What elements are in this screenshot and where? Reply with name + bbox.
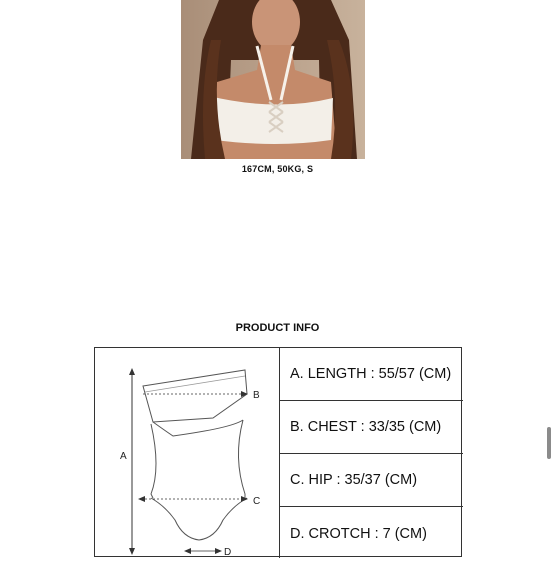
model-photo [181,0,365,159]
product-info-title: PRODUCT INFO [235,322,320,334]
swimsuit-measurement-diagram [95,348,280,558]
size-info-table [94,347,462,557]
diagram-label-c: C [253,496,261,507]
measurement-crotch: D. CROTCH : 7 (CM) [290,525,427,542]
diagram-label-a: A [120,451,127,462]
measurement-hip: C. HIP : 35/37 (CM) [280,454,463,507]
diagram-label-b: B [253,390,260,401]
measurement-length: A. LENGTH : 55/57 (CM) [280,348,463,401]
measurement-chest: B. CHEST : 33/35 (CM) [280,401,463,454]
model-size-caption: 167CM, 50KG, S [241,164,314,174]
diagram-label-d: D [224,547,232,558]
model-photo-illustration [181,0,365,159]
swimsuit-diagram-cell [95,348,280,558]
scrollbar-thumb[interactable] [547,427,551,459]
